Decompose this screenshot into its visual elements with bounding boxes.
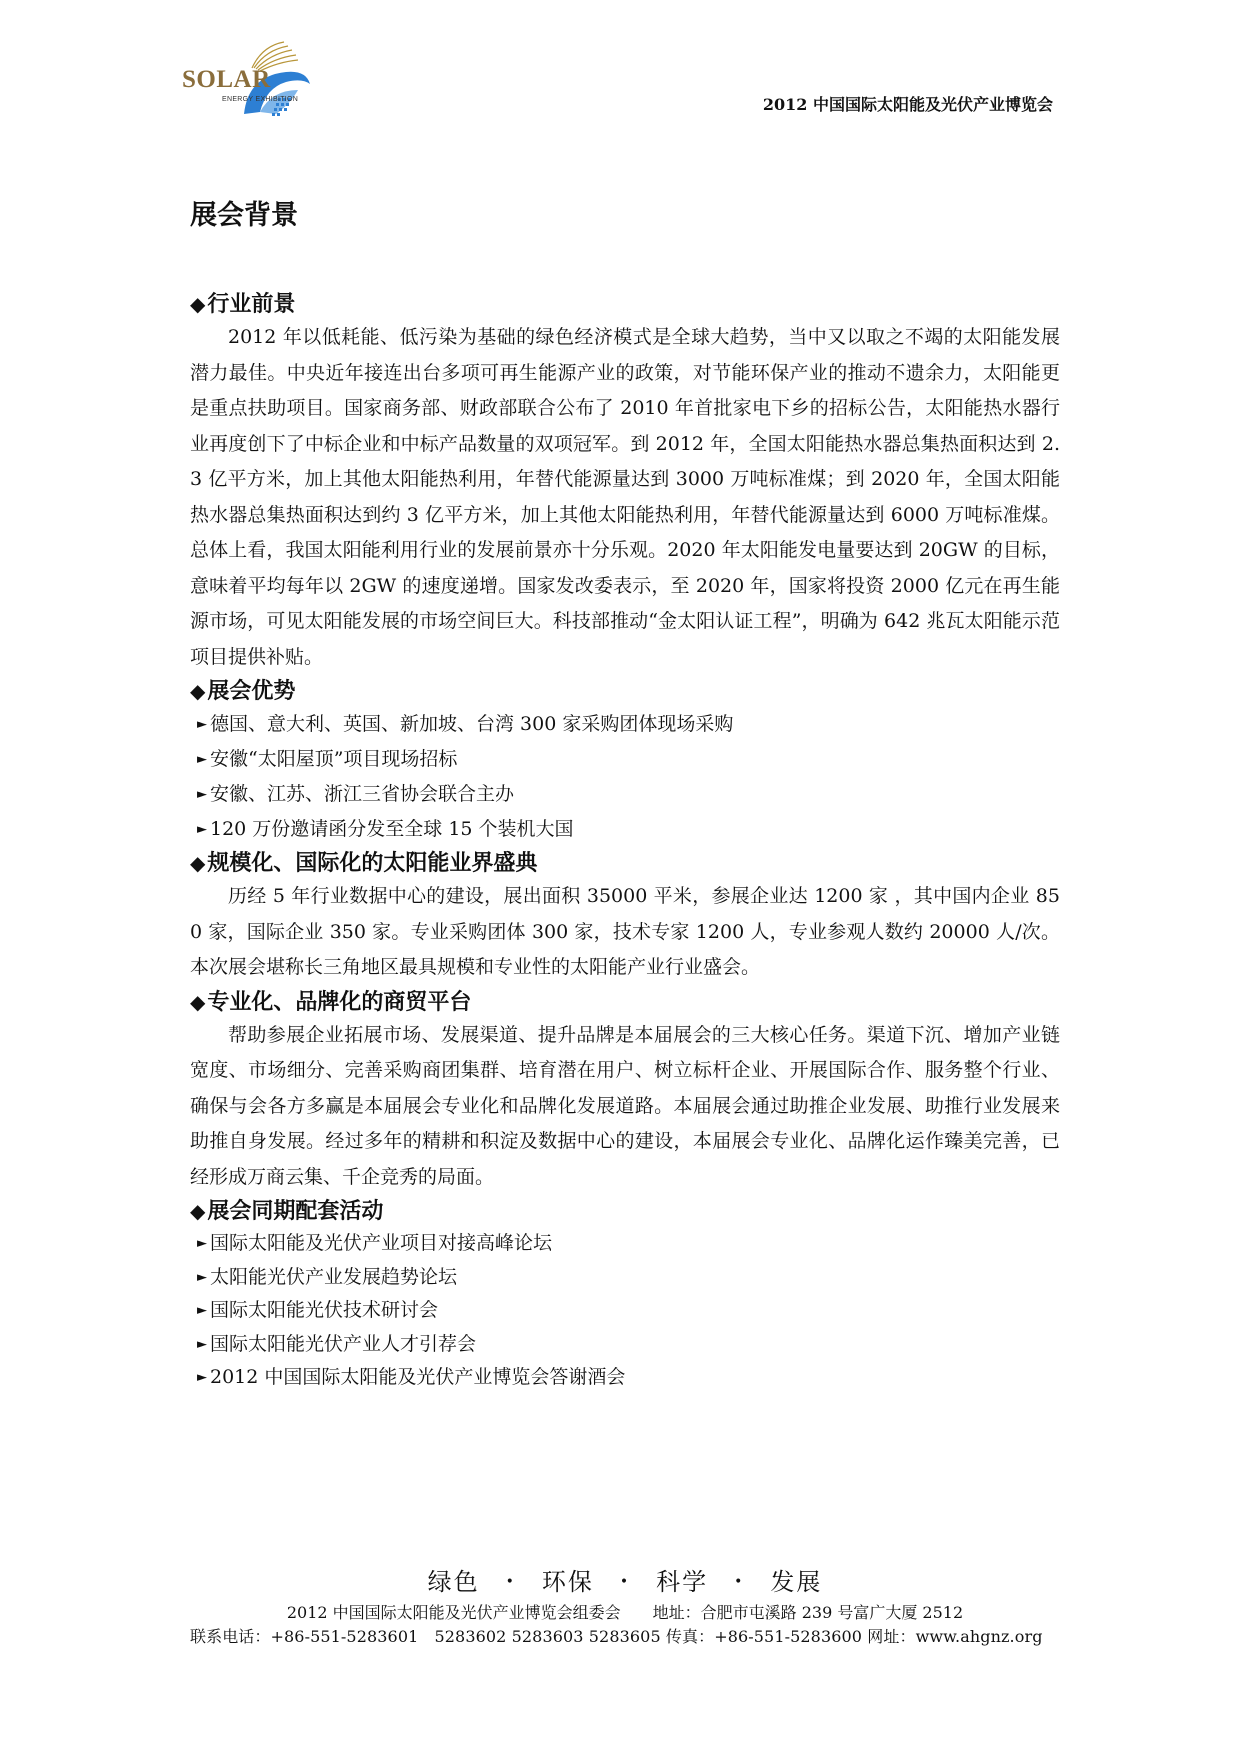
list-item: ► 安徽、江苏、浙江三省协会联合主办 xyxy=(197,783,515,805)
activities-list xyxy=(190,1227,1060,1395)
section-outlook xyxy=(190,288,1060,675)
section-heading-label: 行业前景 xyxy=(207,291,296,317)
section-platform xyxy=(190,986,1060,1196)
section-heading xyxy=(190,986,1060,1018)
dot-separator-icon: • xyxy=(505,1574,516,1590)
section-paragraph: 帮助参展企业拓展市场、发展渠道、提升品牌是本届展会的三大核心任务。渠道下沉、增加产业链宽度、市场细分、完善采购商团集群、培育潜在用户、树立标杆企业、开展国际合作、服务整个行业、确保与会各方多赢是本届展会专业化和品牌化发展道路。本届展会通过助推企业发展、助推行业发展来助推自身发展。经过多年的精耕和积淀及数据中心的建设，本届展会专业化、品牌化运作臻美完善，已经形成万商云集、千企竞秀的局面。 xyxy=(190,1023,1060,1188)
dot-separator-icon: • xyxy=(619,1574,631,1590)
diamond-bullet-icon: ◆ xyxy=(190,292,206,316)
section-heading xyxy=(190,675,1060,707)
triangle-bullet-icon: ► xyxy=(197,1336,207,1352)
section-heading xyxy=(190,288,1060,320)
footer-address: 2012 中国国际太阳能及光伏产业博览会组委会 地址：合肥市屯溪路 239 号富广大厦 2512 xyxy=(286,1603,964,1622)
triangle-bullet-icon: ► xyxy=(197,1370,207,1385)
section-paragraph: 2012 年以低耗能、低污染为基础的绿色经济模式是全球大趋势，当中又以取之不竭的太阳能发展潜力最佳。中央近年接连出台多项可再生能源产业的政策，对节能环保产业的推动不遗余力，太阳能更是重点扶助项目。国家商务部、财政部联合公布了 2010 年首批家电下乡的招标公告，太阳能热水器行业再度创下了中标企业和中标产品数量的双项冠军。到 2012 年，全国太阳能热水器总集热面积达到 2.3 亿平方米，加上其他太阳能热利用，年替代能源量达到 3000 万吨标准煤；到 2020 年，全国太阳能热水器总集热面积达到约 3 亿平方米，加上其他太阳能热利用，年替代能源量达到 6000 万吨标准煤。总体上看，我国太阳能利用行业的发展前景亦十分乐观。2020 年太阳能发电量要达到 20GW 的目标，意味着平均每年以 2GW 的速度递增。国家发改委表示，至 2020 年，国家将投资 2000 亿元在再生能源市场，可见太阳能发展的市场空间巨大。科技部推动“金太阳认证工程”，明确为 642 兆瓦太阳能示范项目提供补贴。 xyxy=(190,326,1060,668)
list-item: ► 120 万份邀请函分发至全球 15 个装机大国 xyxy=(197,818,574,840)
section-heading-label: 规模化、国际化的太阳能业界盛典 xyxy=(207,850,538,876)
section-paragraph: 历经 5 年行业数据中心的建设，展出面积 35000 平米，参展企业达 1200 家 ，其中国内企业 850 家，国际企业 350 家。专业采购团体 300 家，技术专家 1200 人，专业参观人数约 20000 人/次。本次展会堪称长三角地区最具规模和专业性的太阳能产业行业盛会。 xyxy=(190,885,1060,978)
section-scale xyxy=(190,847,1060,986)
section-advantages xyxy=(190,675,1060,847)
triangle-bullet-icon: ► xyxy=(197,787,207,802)
main-content xyxy=(190,196,1060,1395)
solar-logo xyxy=(182,28,332,138)
page-title: 展会背景 xyxy=(190,200,298,231)
section-heading-label: 展会优势 xyxy=(207,678,296,704)
section-heading-label: 专业化、品牌化的商贸平台 xyxy=(207,988,472,1015)
dot-separator-icon: • xyxy=(734,1574,745,1590)
logo-subtext: ENERGY EXHIBITION xyxy=(222,96,299,103)
slogan-word: 科学 xyxy=(656,1568,709,1596)
list-item: ► 国际太阳能光伏技术研讨会 xyxy=(197,1299,439,1321)
triangle-bullet-icon: ► xyxy=(197,752,207,767)
diamond-bullet-icon: ◆ xyxy=(190,679,206,703)
header-title: 2012 中国国际太阳能及光伏产业博览会 xyxy=(762,95,1053,114)
list-item: ► 2012 中国国际太阳能及光伏产业博览会答谢酒会 xyxy=(197,1366,626,1388)
list-item: ► 国际太阳能及光伏产业项目对接高峰论坛 xyxy=(197,1232,553,1254)
section-heading xyxy=(190,847,1060,879)
section-heading-label: 展会同期配套活动 xyxy=(207,1198,384,1224)
triangle-bullet-icon: ► xyxy=(197,717,207,732)
list-item: ► 德国、意大利、英国、新加坡、台湾 300 家采购团体现场采购 xyxy=(197,713,734,735)
diamond-bullet-icon: ◆ xyxy=(190,1199,206,1223)
footer-slogan xyxy=(190,1562,1060,1597)
slogan-word: 绿色 xyxy=(427,1568,480,1596)
section-activities xyxy=(190,1195,1060,1395)
list-item: ► 太阳能光伏产业发展趋势论坛 xyxy=(197,1265,458,1288)
section-heading xyxy=(190,1195,1060,1227)
triangle-bullet-icon: ► xyxy=(197,1269,207,1285)
diamond-bullet-icon: ◆ xyxy=(190,851,206,875)
slogan-word: 发展 xyxy=(770,1568,823,1596)
diamond-bullet-icon: ◆ xyxy=(190,989,206,1014)
list-item: ► 国际太阳能光伏产业人才引荐会 xyxy=(197,1332,477,1355)
logo-text: SOLAR xyxy=(182,66,271,93)
list-item: ► 安徽“太阳屋顶”项目现场招标 xyxy=(197,748,458,770)
footer-contact: 联系电话：+86-551-5283601 5283602 5283603 5283605 传真：+86-551-5283600 网址：www.ahgnz.org xyxy=(190,1627,1043,1646)
triangle-bullet-icon: ► xyxy=(197,1303,207,1318)
slogan-word: 环保 xyxy=(541,1568,594,1596)
advantages-list xyxy=(190,707,1060,847)
triangle-bullet-icon: ► xyxy=(197,1236,207,1251)
triangle-bullet-icon: ► xyxy=(197,822,207,837)
